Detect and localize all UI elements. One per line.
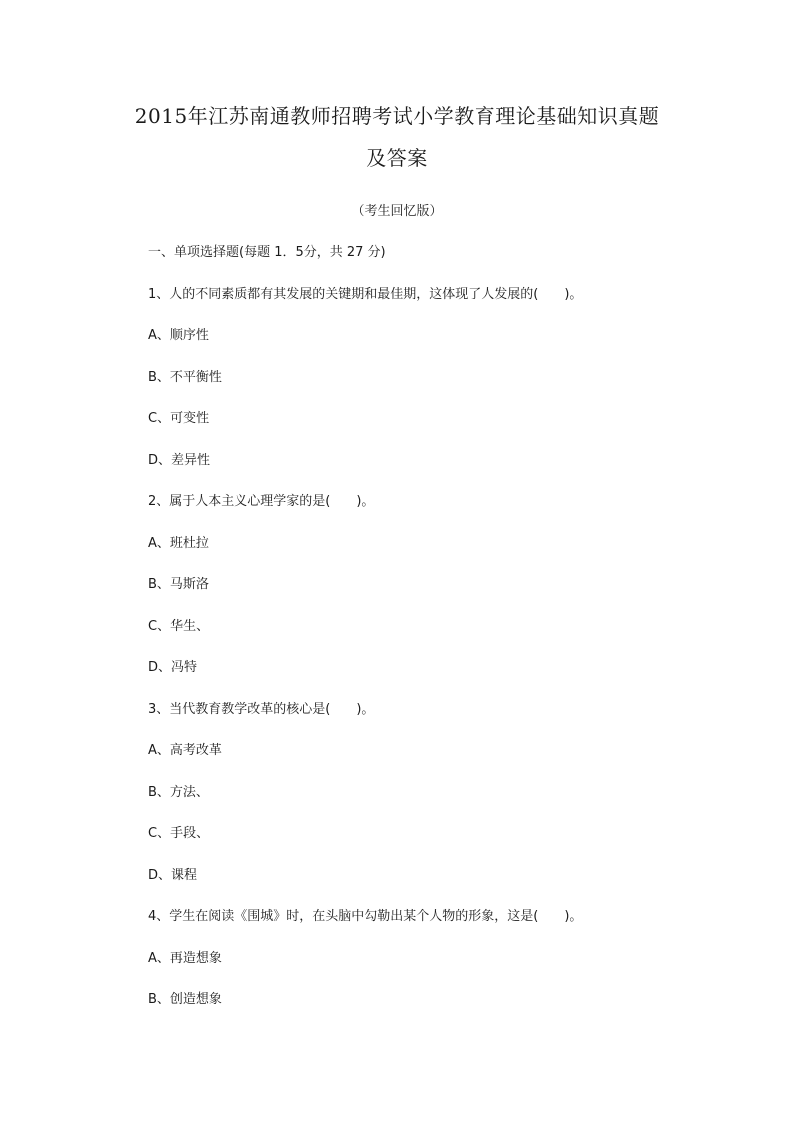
question-2-option-a: A、班杜拉 — [148, 536, 209, 551]
question-4-option-b: B、创造想象 — [148, 992, 222, 1007]
question-2-option-b: B、马斯洛 — [148, 577, 209, 592]
document-subtitle: （考生回忆版） — [351, 204, 443, 219]
question-2-stem: 2、属于人本主义心理学家的是( )。 — [148, 494, 375, 509]
question-1-option-c: C、可变性 — [148, 411, 210, 426]
question-4-option-a: A、再造想象 — [148, 951, 222, 966]
question-2-option-d: D、冯特 — [148, 660, 198, 675]
section-heading: 一、单项选择题(每题 1．5分，共 27 分) — [148, 245, 386, 260]
question-3-option-b: B、方法、 — [148, 785, 209, 800]
question-2-option-c: C、华生、 — [148, 619, 210, 634]
question-1-option-a: A、顺序性 — [148, 328, 209, 343]
document-title-line-2: 及答案 — [366, 146, 428, 170]
question-3-option-c: C、手段、 — [148, 826, 210, 841]
question-4-stem: 4、学生在阅读《围城》时，在头脑中勾勒出某个人物的形象，这是( )。 — [148, 909, 583, 924]
document-title-line-1: 2015年江苏南通教师招聘考试小学教育理论基础知识真题 — [134, 104, 660, 128]
question-3-option-d: D、课程 — [148, 868, 198, 883]
question-1-option-b: B、不平衡性 — [148, 370, 222, 385]
question-1-option-d: D、差异性 — [148, 453, 211, 468]
question-3-stem: 3、当代教育教学改革的核心是( )。 — [148, 702, 375, 717]
question-1-stem: 1、人的不同素质都有其发展的关键期和最佳期，这体现了人发展的( )。 — [148, 287, 583, 302]
question-3-option-a: A、高考改革 — [148, 743, 222, 758]
